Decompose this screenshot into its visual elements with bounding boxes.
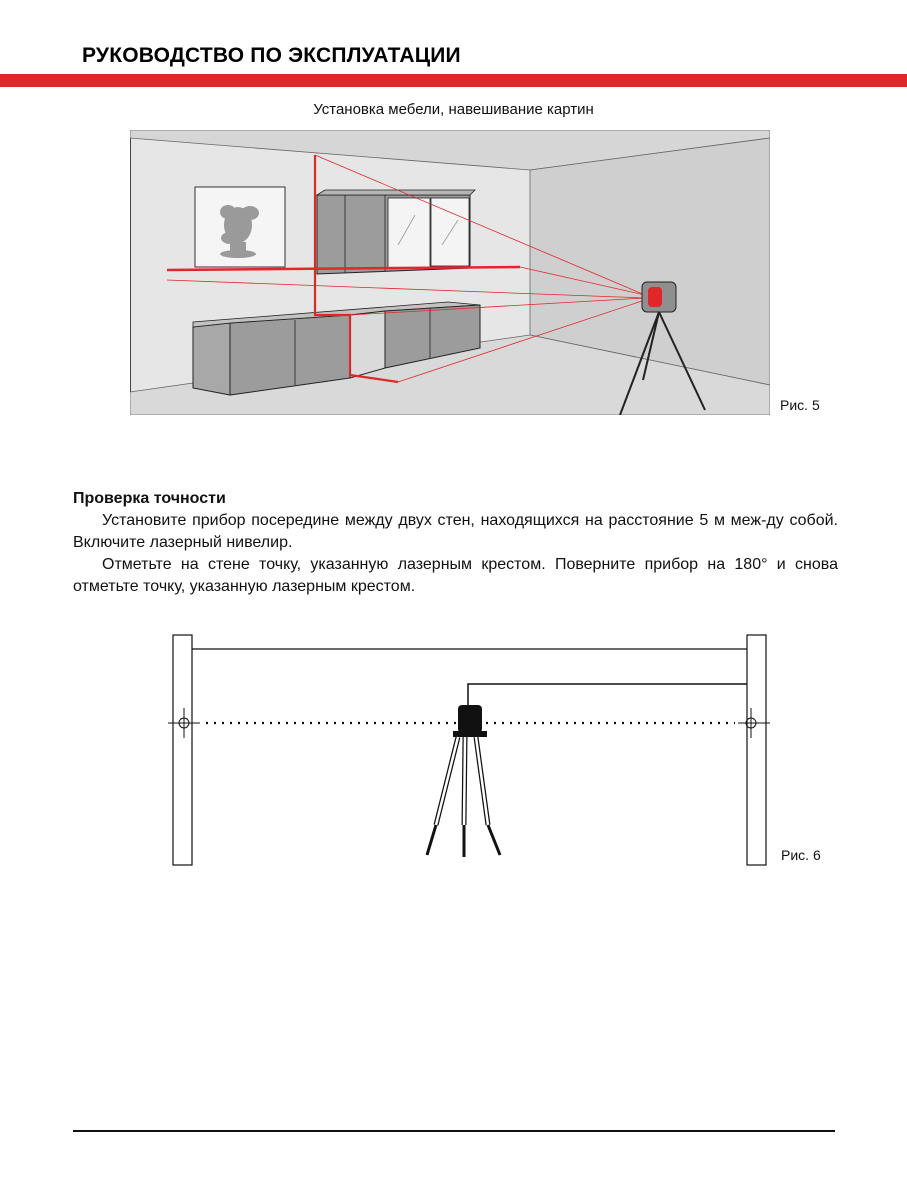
page-header-title: РУКОВОДСТВО ПО ЭКСПЛУАТАЦИИ <box>82 44 461 67</box>
figure-5-caption: Установка мебели, навешивание картин <box>313 101 594 118</box>
header-accent-bar <box>0 74 907 87</box>
figure-5-room-illustration <box>130 130 770 415</box>
tripod-laser-icon <box>427 705 500 857</box>
section-title: Проверка точности <box>73 490 226 507</box>
accuracy-check-section <box>73 488 838 598</box>
section-paragraph-2: Отметьте на стене точку, указанную лазерным крестом. Поверните прибор на 180° и снова отметьте точку, указанную лазерным крестом. <box>73 556 838 595</box>
section-paragraph-1: Установите прибор посередине между двух стен, находящихся на расстояние 5 м меж-ду собой. Включите лазерный нивелир. <box>73 512 838 551</box>
figure-6-accuracy-diagram <box>160 630 780 870</box>
footer-divider <box>73 1130 835 1132</box>
figure-5-label: Рис. 5 <box>780 397 820 413</box>
figure-6-label: Рис. 6 <box>781 847 821 863</box>
